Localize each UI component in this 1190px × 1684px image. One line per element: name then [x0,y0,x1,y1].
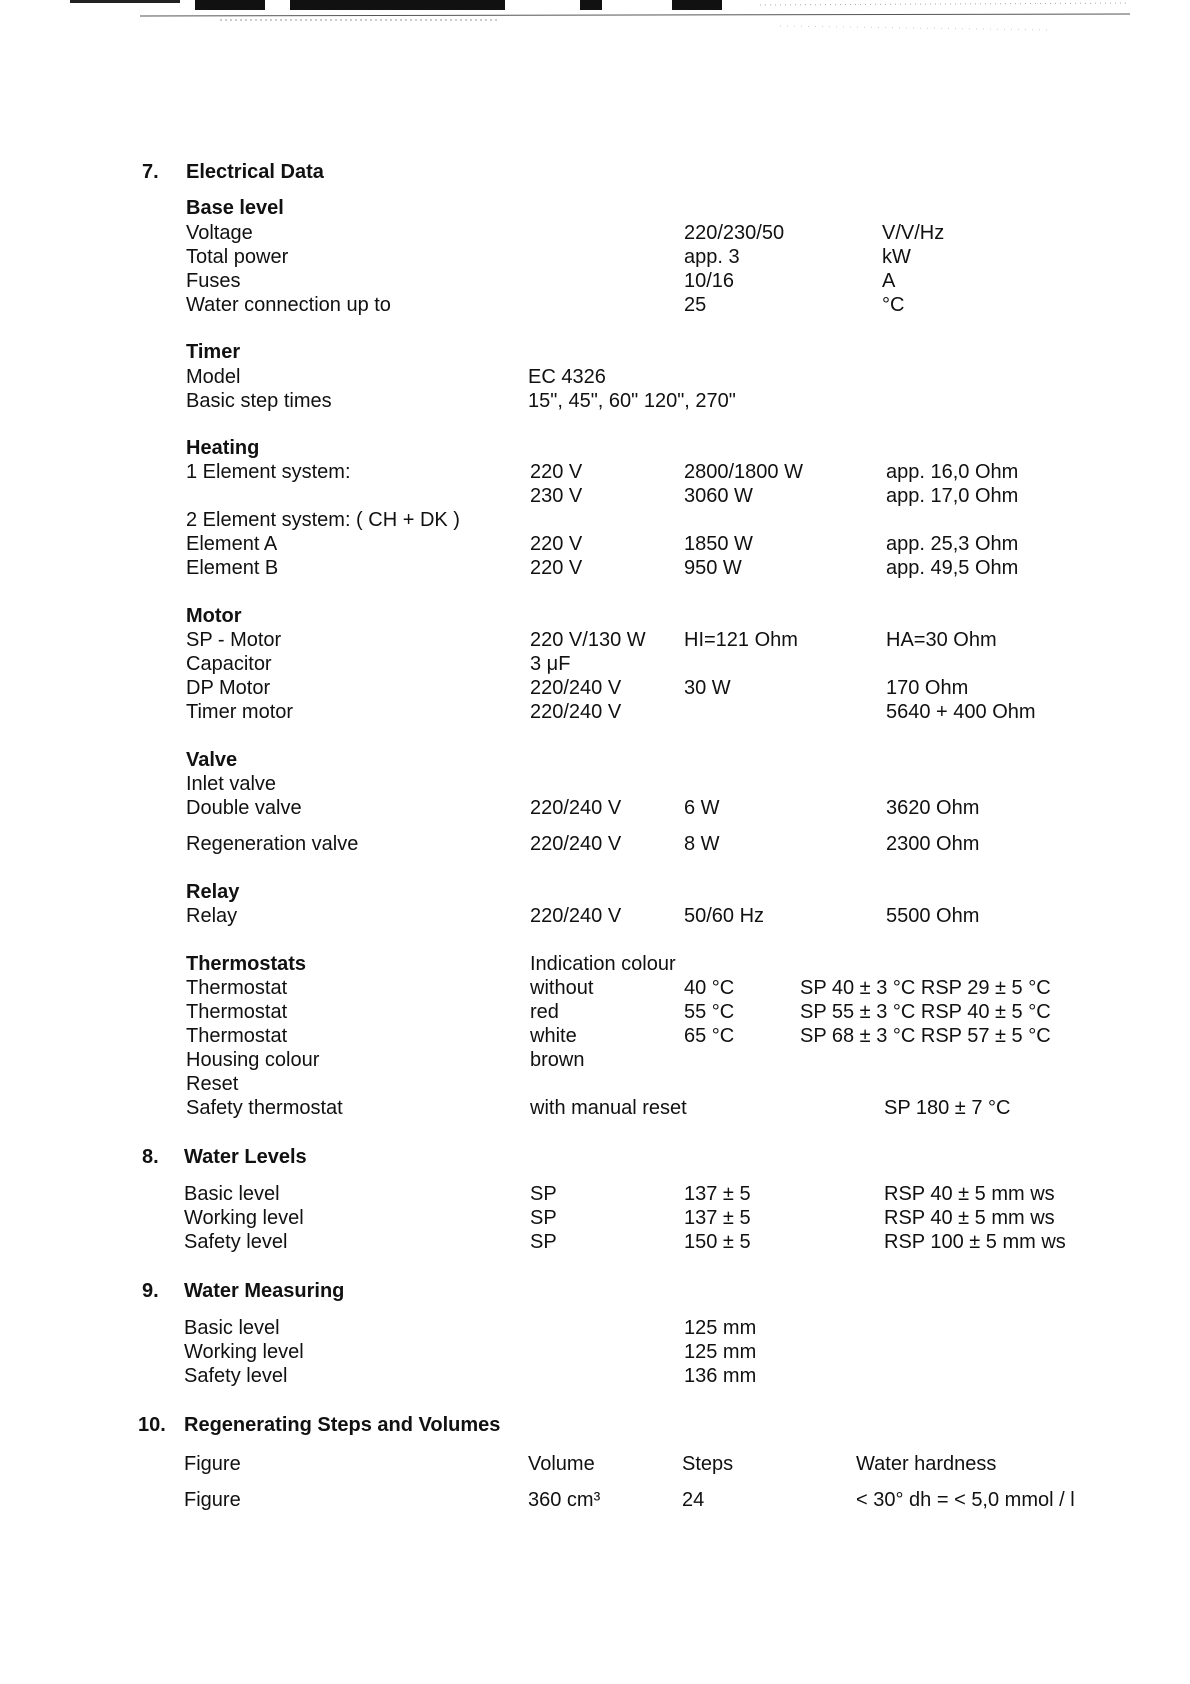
row-label: Fuses [186,270,241,292]
row-label: Double valve [186,797,302,819]
row-c1: SP [530,1183,557,1205]
row-resistance: app. 25,3 Ohm [886,533,1019,555]
row-c1: 220/240 V [530,905,622,927]
section-10-number: 10. [138,1414,166,1436]
row-colour: brown [530,1049,585,1071]
row-c3: 170 Ohm [886,677,969,699]
row-unit: A [882,270,896,292]
row-c3: 5640 + 400 Ohm [886,701,1036,723]
row-spec: SP 55 ± 3 °C RSP 40 ± 5 °C [800,1001,1051,1023]
row-unit: V/V/Hz [882,222,945,244]
row-resistance: app. 17,0 Ohm [886,485,1019,507]
row-value: 220/230/50 [684,222,785,244]
section-7-title: Electrical Data [186,161,324,183]
row-value: 125 mm [684,1341,757,1363]
row-colour: without [530,977,594,999]
row-label: Housing colour [186,1049,320,1071]
header-label: Figure [184,1453,241,1475]
heating-heading: Heating [186,437,260,459]
row-c3: 2300 Ohm [886,833,980,855]
row-label: Basic step times [186,390,332,412]
row-colour: white [530,1025,577,1047]
row-value: 136 mm [684,1365,757,1387]
row-c3: 5500 Ohm [886,905,980,927]
section-9-number: 9. [142,1280,159,1302]
row-c1: SP [530,1207,557,1229]
section-9-title: Water Measuring [184,1280,345,1302]
section-8-title: Water Levels [184,1146,307,1168]
row-label: Reset [186,1073,239,1095]
row-c1: 220/240 V [530,701,622,723]
row-c2: 8 W [684,833,720,855]
valve-heading: Valve [186,749,238,771]
row-c3: RSP 40 ± 5 mm ws [884,1207,1055,1229]
row-label: Thermostat [186,977,288,999]
row-label: Timer motor [186,701,294,723]
row-label: Water connection up to [186,294,391,316]
header-water-hardness: Water hardness [856,1453,997,1475]
row-c1: 220/240 V [530,797,622,819]
row-label: Working level [184,1207,304,1229]
row-label: Safety thermostat [186,1097,343,1119]
row-temp: 55 °C [684,1001,735,1023]
row-c2: 50/60 Hz [684,905,765,927]
row-label: Relay [186,905,238,927]
row-power: 1850 W [684,533,753,555]
relay-heading: Relay [186,881,240,903]
row-spec: SP 180 ± 7 °C [884,1097,1011,1119]
row-label: Element A [186,533,278,555]
row-label: Capacitor [186,653,272,675]
row-label: Figure [184,1489,241,1511]
base-level-heading: Base level [186,197,284,219]
row-spec: SP 40 ± 3 °C RSP 29 ± 5 °C [800,977,1051,999]
row-label: Total power [186,246,289,268]
row-c2: HI=121 Ohm [684,629,798,651]
row-label: Model [186,366,241,388]
row-label: Inlet valve [186,773,277,795]
row-value: 10/16 [684,270,735,292]
row-voltage: 220 V [530,533,583,555]
row-label: Basic level [184,1317,280,1339]
scan-header-artifact [0,0,1190,40]
row-c2: 137 ± 5 [684,1183,751,1205]
row-power: 2800/1800 W [684,461,803,483]
timer-heading: Timer [186,341,241,363]
row-value: 125 mm [684,1317,757,1339]
section-10-title: Regenerating Steps and Volumes [184,1414,501,1436]
row-temp: 40 °C [684,977,735,999]
row-value: 25 [684,294,707,316]
row-colour: red [530,1001,559,1023]
row-power: 950 W [684,557,742,579]
row-label: 2 Element system: ( CH + DK ) [186,509,460,531]
row-unit: kW [882,246,911,268]
row-c2: 150 ± 5 [684,1231,751,1253]
row-resistance: app. 16,0 Ohm [886,461,1019,483]
row-water-hardness: < 30° dh = < 5,0 mmol / l [856,1489,1075,1511]
row-c2: 30 W [684,677,731,699]
row-c1: 220/240 V [530,833,622,855]
row-value: EC 4326 [528,366,606,388]
row-c3: RSP 100 ± 5 mm ws [884,1231,1066,1253]
row-label: DP Motor [186,677,271,699]
row-unit: °C [882,294,905,316]
header-steps: Steps [682,1453,734,1475]
section-8-number: 8. [142,1146,159,1168]
row-label: Regeneration valve [186,833,359,855]
section-7-number: 7. [142,161,159,183]
row-label: Element B [186,557,279,579]
row-spec: SP 68 ± 3 °C RSP 57 ± 5 °C [800,1025,1051,1047]
row-label: 1 Element system: [186,461,351,483]
row-steps: 24 [682,1489,705,1511]
row-c1: 3 μF [530,653,571,675]
row-label: SP - Motor [186,629,282,651]
row-c1: 220 V/130 W [530,629,646,651]
row-voltage: 220 V [530,461,583,483]
row-c2: 137 ± 5 [684,1207,751,1229]
row-c3: RSP 40 ± 5 mm ws [884,1183,1055,1205]
row-label: Basic level [184,1183,280,1205]
row-value: 15", 45", 60" 120", 270" [528,390,736,412]
row-power: 3060 W [684,485,753,507]
row-voltage: 220 V [530,557,583,579]
row-voltage: 230 V [530,485,583,507]
row-c3: HA=30 Ohm [886,629,997,651]
thermostats-heading: Thermostats [186,953,307,975]
row-temp: 65 °C [684,1025,735,1047]
row-label: Safety level [184,1231,288,1253]
row-resistance: app. 49,5 Ohm [886,557,1019,579]
row-label: Thermostat [186,1001,288,1023]
row-c1: SP [530,1231,557,1253]
row-label: Working level [184,1341,304,1363]
row-label: Thermostat [186,1025,288,1047]
row-volume: 360 cm³ [528,1489,601,1511]
row-c3: 3620 Ohm [886,797,980,819]
row-colour: with manual reset [530,1097,687,1119]
header-volume: Volume [528,1453,595,1475]
row-label: Safety level [184,1365,288,1387]
row-value: app. 3 [684,246,740,268]
indication-colour-header: Indication colour [530,953,676,975]
row-c2: 6 W [684,797,720,819]
motor-heading: Motor [186,605,242,627]
row-label: Voltage [186,222,253,244]
row-c1: 220/240 V [530,677,622,699]
